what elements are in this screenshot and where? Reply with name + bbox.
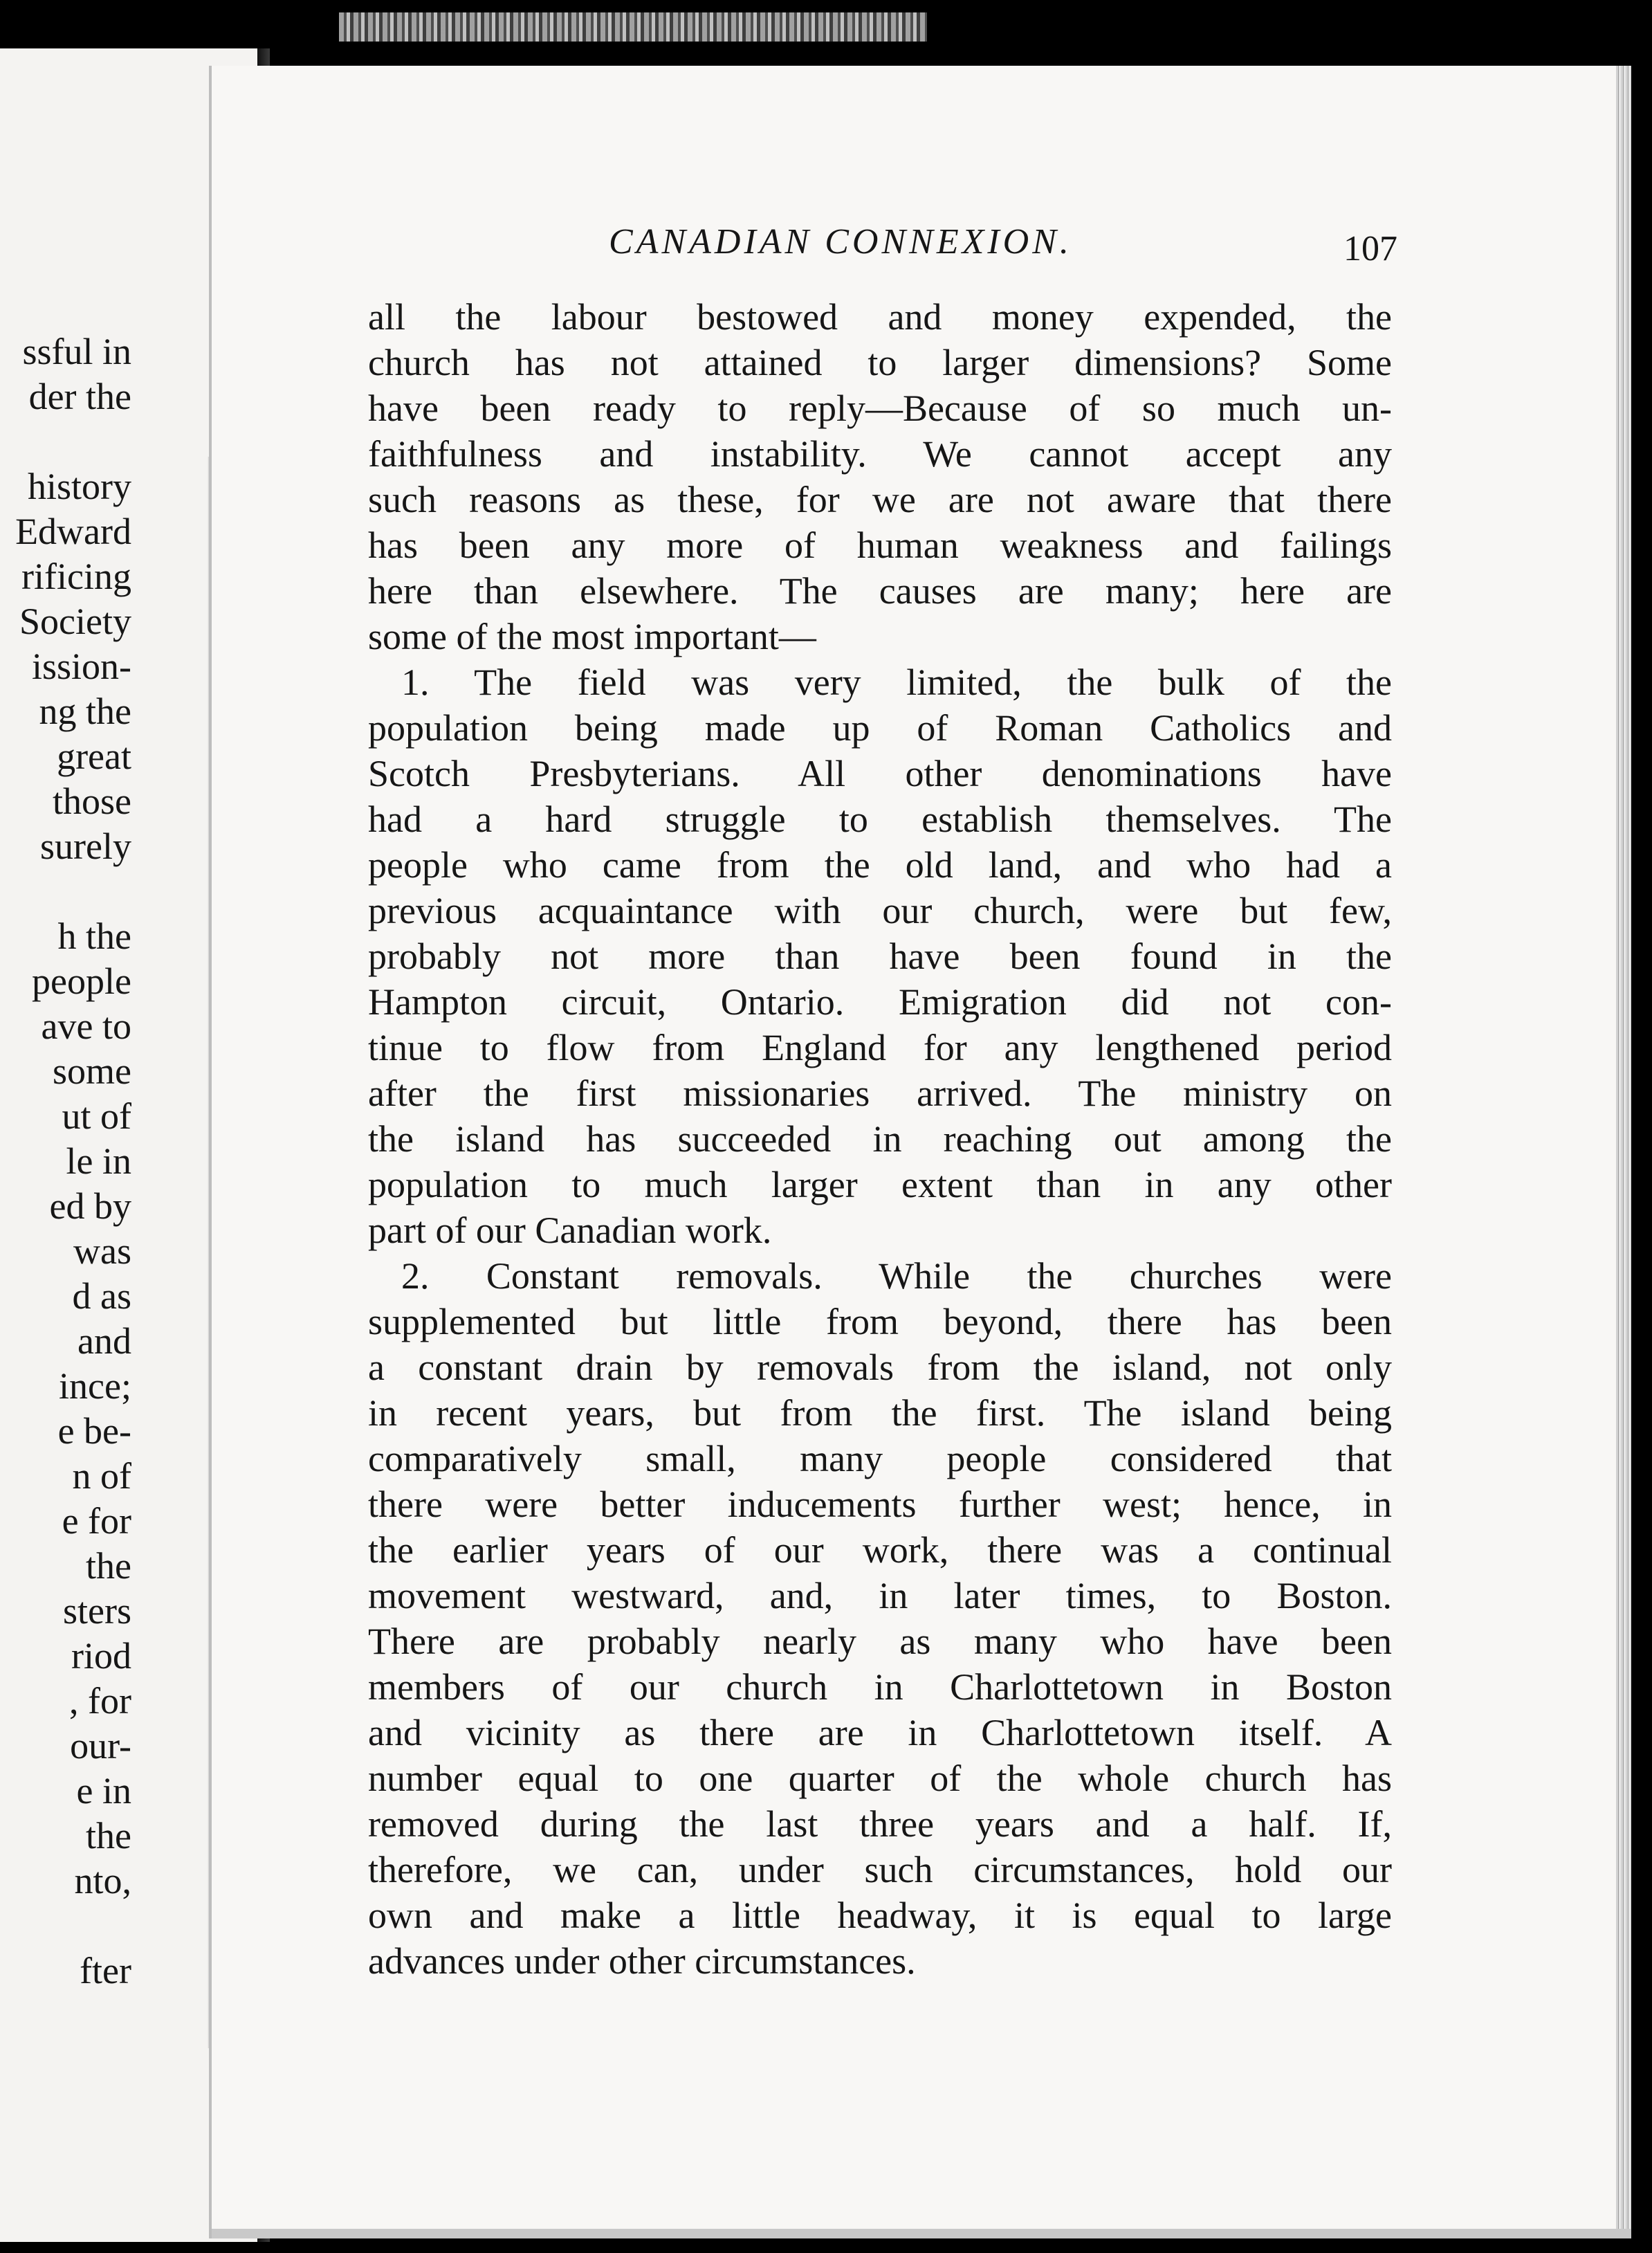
left-page-line: sters [63, 1590, 131, 1632]
left-page-line: ssful in [22, 331, 131, 372]
text-line: 2. Constant removals. While the churches were [401, 1255, 1392, 1297]
text-line: part of our Canadian work. [368, 1210, 772, 1251]
text-line: 1. The field was very limited, the bulk of the [401, 662, 1392, 703]
page-bottom-edge [212, 2229, 1631, 2238]
left-page-line: Society [19, 601, 131, 642]
text-line: comparatively small, many people considered that [368, 1438, 1392, 1479]
paragraph-constant-removals [368, 1253, 1392, 1984]
text-line: own and make a little headway, it is equal to large [368, 1895, 1392, 1936]
text-line: all the labour bestowed and money expended, the [368, 296, 1392, 338]
left-page-line: d as [72, 1275, 131, 1317]
left-page-line: fter [80, 1950, 131, 1991]
paragraph-intro [368, 294, 1392, 659]
left-page-line: the [86, 1545, 131, 1587]
text-line: previous acquaintance with our church, were but few, [368, 890, 1392, 931]
text-line: population to much larger extent than in any other [368, 1164, 1392, 1205]
text-line: the island has succeeded in reaching out among the [368, 1118, 1392, 1160]
text-line: some of the most important— [368, 616, 816, 657]
left-page-line: der the [28, 376, 131, 417]
paragraph-limited-field [368, 659, 1392, 1253]
text-line: supplemented but little from beyond, there has been [368, 1301, 1392, 1342]
text-line: advances under other circumstances. [368, 1940, 916, 1982]
text-line: had a hard struggle to establish themselves. The [368, 799, 1392, 840]
text-line: removed during the last three years and a half. If, [368, 1803, 1392, 1845]
text-line: There are probably nearly as many who have been [368, 1621, 1392, 1662]
text-line: in recent years, but from the first. The island being [368, 1392, 1392, 1434]
left-page-line: surely [40, 826, 131, 867]
body-text [368, 294, 1392, 1984]
running-head: CANADIAN CONNEXION. [609, 222, 1072, 262]
left-page-line: ission- [31, 646, 131, 687]
text-line: has been any more of human weakness and failings [368, 525, 1392, 566]
text-line: population being made up of Roman Catholics and [368, 707, 1392, 749]
text-line: movement westward, and, in later times, to Boston. [368, 1575, 1392, 1616]
left-page-line: e be- [57, 1410, 131, 1452]
text-line: probably not more than have been found in the [368, 936, 1392, 977]
text-line: church has not attained to larger dimensions? Some [368, 342, 1392, 383]
text-line: there were better inducements further west; hence, in [368, 1484, 1392, 1525]
left-page-line: , for [69, 1680, 131, 1722]
text-line: Scotch Presbyterians. All other denominations have [368, 753, 1392, 794]
text-line: and vicinity as there are in Charlottetown itself. A [368, 1712, 1392, 1753]
text-line: after the first missionaries arrived. The ministry on [368, 1073, 1392, 1114]
page-number: 107 [1343, 229, 1397, 268]
left-page-line: was [73, 1230, 131, 1272]
text-line: number equal to one quarter of the whole church has [368, 1758, 1392, 1799]
text-line: therefore, we can, under such circumstances, hold our [368, 1849, 1392, 1890]
left-page-line: some [53, 1050, 131, 1092]
left-page-line: h the [57, 915, 131, 957]
left-page-line: great [57, 736, 131, 777]
left-page-line: n of [72, 1455, 131, 1497]
text-line: the earlier years of our work, there was a continual [368, 1529, 1392, 1571]
left-page-line: rificing [21, 556, 131, 597]
left-page-line: nto, [74, 1860, 131, 1901]
left-page-line: the [86, 1815, 131, 1857]
text-line: faithfulness and instability. We cannot accept any [368, 433, 1392, 475]
text-line: have been ready to reply—Because of so much un- [368, 387, 1392, 429]
left-page-line: ut of [62, 1095, 131, 1137]
left-page-line: le in [66, 1140, 131, 1182]
left-page-line: our- [70, 1725, 131, 1767]
text-line: Hampton circuit, Ontario. Emigration did not con- [368, 981, 1392, 1023]
left-page-line: people [32, 960, 131, 1002]
text-line: such reasons as these, for we are not aware that there [368, 479, 1392, 520]
left-page-line: riod [71, 1635, 131, 1677]
left-page-line: and [77, 1320, 131, 1362]
scan-artifact-strip [339, 12, 927, 42]
left-page-line: Edward [15, 511, 131, 552]
left-page-line: ince; [59, 1365, 131, 1407]
text-line: here than elsewhere. The causes are many; here are [368, 570, 1392, 612]
left-page-line: e for [62, 1500, 131, 1542]
text-line: members of our church in Charlottetown in Boston [368, 1666, 1392, 1708]
left-page-line: those [53, 781, 131, 822]
left-page-line: e in [76, 1770, 131, 1812]
text-line: a constant drain by removals from the island, not only [368, 1347, 1392, 1388]
text-line: people who came from the old land, and who had a [368, 844, 1392, 886]
left-page-line: history [27, 466, 131, 507]
text-line: tinue to flow from England for any lengthened period [368, 1027, 1392, 1068]
left-page-line: ed by [49, 1185, 131, 1227]
left-page-line: ave to [41, 1005, 131, 1047]
page-edges [1616, 66, 1631, 2238]
left-page-line: ng the [39, 691, 131, 732]
